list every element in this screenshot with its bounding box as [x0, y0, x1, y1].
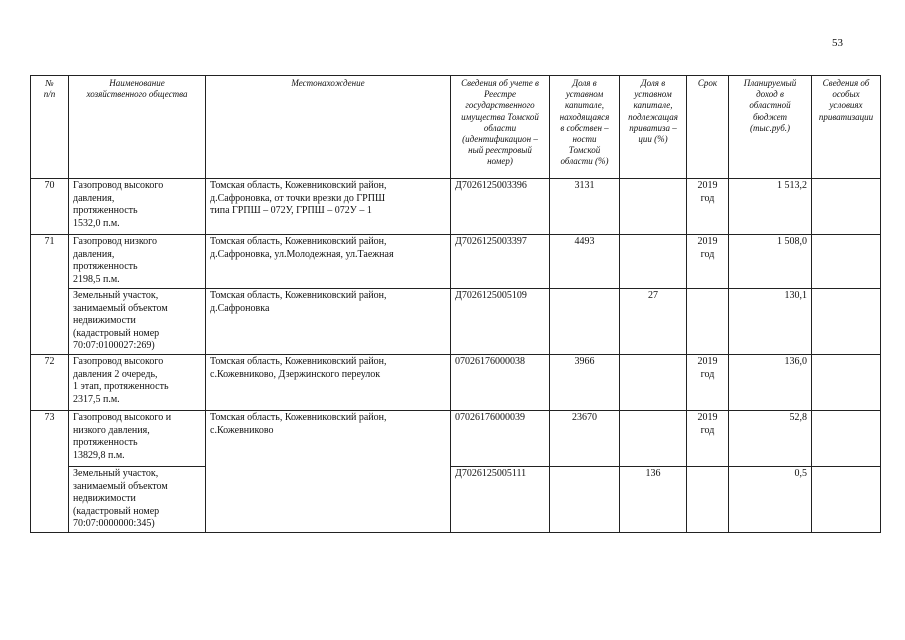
- row-conditions: [812, 355, 881, 411]
- row-income: 1 508,0: [729, 235, 812, 289]
- row-share-owned: 23670: [550, 411, 620, 467]
- row-share-owned: 3131: [550, 179, 620, 235]
- table-row: [31, 235, 881, 289]
- row-term: 2019 год: [687, 179, 729, 235]
- row-term: [687, 289, 729, 355]
- row-registry-id: Д7026125003397: [451, 235, 550, 289]
- table-row: [31, 355, 881, 411]
- table-header-row: [31, 76, 881, 179]
- table-row: [31, 179, 881, 235]
- table-row: [31, 411, 881, 467]
- row-name: Газопровод высокого и низкого давления, протяженность 13829,8 п.м.: [69, 411, 206, 467]
- row-registry-id: Д7026125005111: [451, 467, 550, 533]
- row-registry-id: 07026176000038: [451, 355, 550, 411]
- row-conditions: [812, 289, 881, 355]
- row-num: 71: [31, 235, 69, 355]
- row-conditions: [812, 179, 881, 235]
- row-num: 73: [31, 411, 69, 533]
- row-share-owned: [550, 467, 620, 533]
- privatization-table: [30, 75, 881, 533]
- row-share-privatized: [620, 355, 687, 411]
- row-registry-id: Д7026125005109: [451, 289, 550, 355]
- row-num: 72: [31, 355, 69, 411]
- header-registry-id: Сведения об учете в Реестре государственного имущества Томской области (идентификацион – ный реестровый номер): [451, 76, 550, 179]
- header-conditions: Сведения об особых условиях приватизации: [812, 76, 881, 179]
- row-share-privatized: [620, 235, 687, 289]
- row-conditions: [812, 467, 881, 533]
- row-name: Газопровод высокого давления, протяженность 1532,0 п.м.: [69, 179, 206, 235]
- row-conditions: [812, 235, 881, 289]
- row-name: Газопровод низкого давления, протяженность 2198,5 п.м.: [69, 235, 206, 289]
- table-row: [31, 289, 881, 355]
- row-registry-id: Д7026125003396: [451, 179, 550, 235]
- page-number: 53: [832, 37, 843, 49]
- row-num: 70: [31, 179, 69, 235]
- row-share-owned: [550, 289, 620, 355]
- row-name: Земельный участок, занимаемый объектом недвижимости (кадастровый номер 70:07:0000000:345): [69, 467, 206, 533]
- row-name: Газопровод высокого давления 2 очередь, 1 этап, протяженность 2317,5 п.м.: [69, 355, 206, 411]
- header-term: Срок: [687, 76, 729, 179]
- header-location: Местонахождение: [206, 76, 451, 179]
- row-share-owned: 4493: [550, 235, 620, 289]
- row-income: 0,5: [729, 467, 812, 533]
- row-location: Томская область, Кожевниковский район, с.Кожевниково: [206, 411, 451, 533]
- row-income: 136,0: [729, 355, 812, 411]
- row-share-privatized: 27: [620, 289, 687, 355]
- row-share-privatized: [620, 411, 687, 467]
- header-share-owned: Доля в уставном капитале, находящаяся в собствен – ности Томской области (%): [550, 76, 620, 179]
- row-share-privatized: [620, 179, 687, 235]
- header-num: № п/п: [31, 76, 69, 179]
- header-income: Планируемый доход в областной бюджет (тыс.руб.): [729, 76, 812, 179]
- row-term: 2019 год: [687, 411, 729, 467]
- row-share-owned: 3966: [550, 355, 620, 411]
- table-row: [31, 467, 881, 533]
- row-term: [687, 467, 729, 533]
- row-name: Земельный участок, занимаемый объектом недвижимости (кадастровый номер 70:07:0100027:269): [69, 289, 206, 355]
- header-share-privatized: Доля в уставном капитале, подлежащая приватиза – ции (%): [620, 76, 687, 179]
- row-location: Томская область, Кожевниковский район, д.Сафроновка, от точки врезки до ГРПШ типа ГРПШ – 072У, ГРПШ – 072У – 1: [206, 179, 451, 235]
- row-term: 2019 год: [687, 355, 729, 411]
- row-income: 52,8: [729, 411, 812, 467]
- row-share-privatized: 136: [620, 467, 687, 533]
- row-location: Томская область, Кожевниковский район, д.Сафроновка, ул.Молодежная, ул.Таежная: [206, 235, 451, 289]
- row-income: 130,1: [729, 289, 812, 355]
- row-income: 1 513,2: [729, 179, 812, 235]
- row-location: Томская область, Кожевниковский район, д.Сафроновка: [206, 289, 451, 355]
- row-registry-id: 07026176000039: [451, 411, 550, 467]
- header-name: Наименование хозяйственного общества: [69, 76, 206, 179]
- row-location: Томская область, Кожевниковский район, с.Кожевниково, Дзержинского переулок: [206, 355, 451, 411]
- row-term: 2019 год: [687, 235, 729, 289]
- row-conditions: [812, 411, 881, 467]
